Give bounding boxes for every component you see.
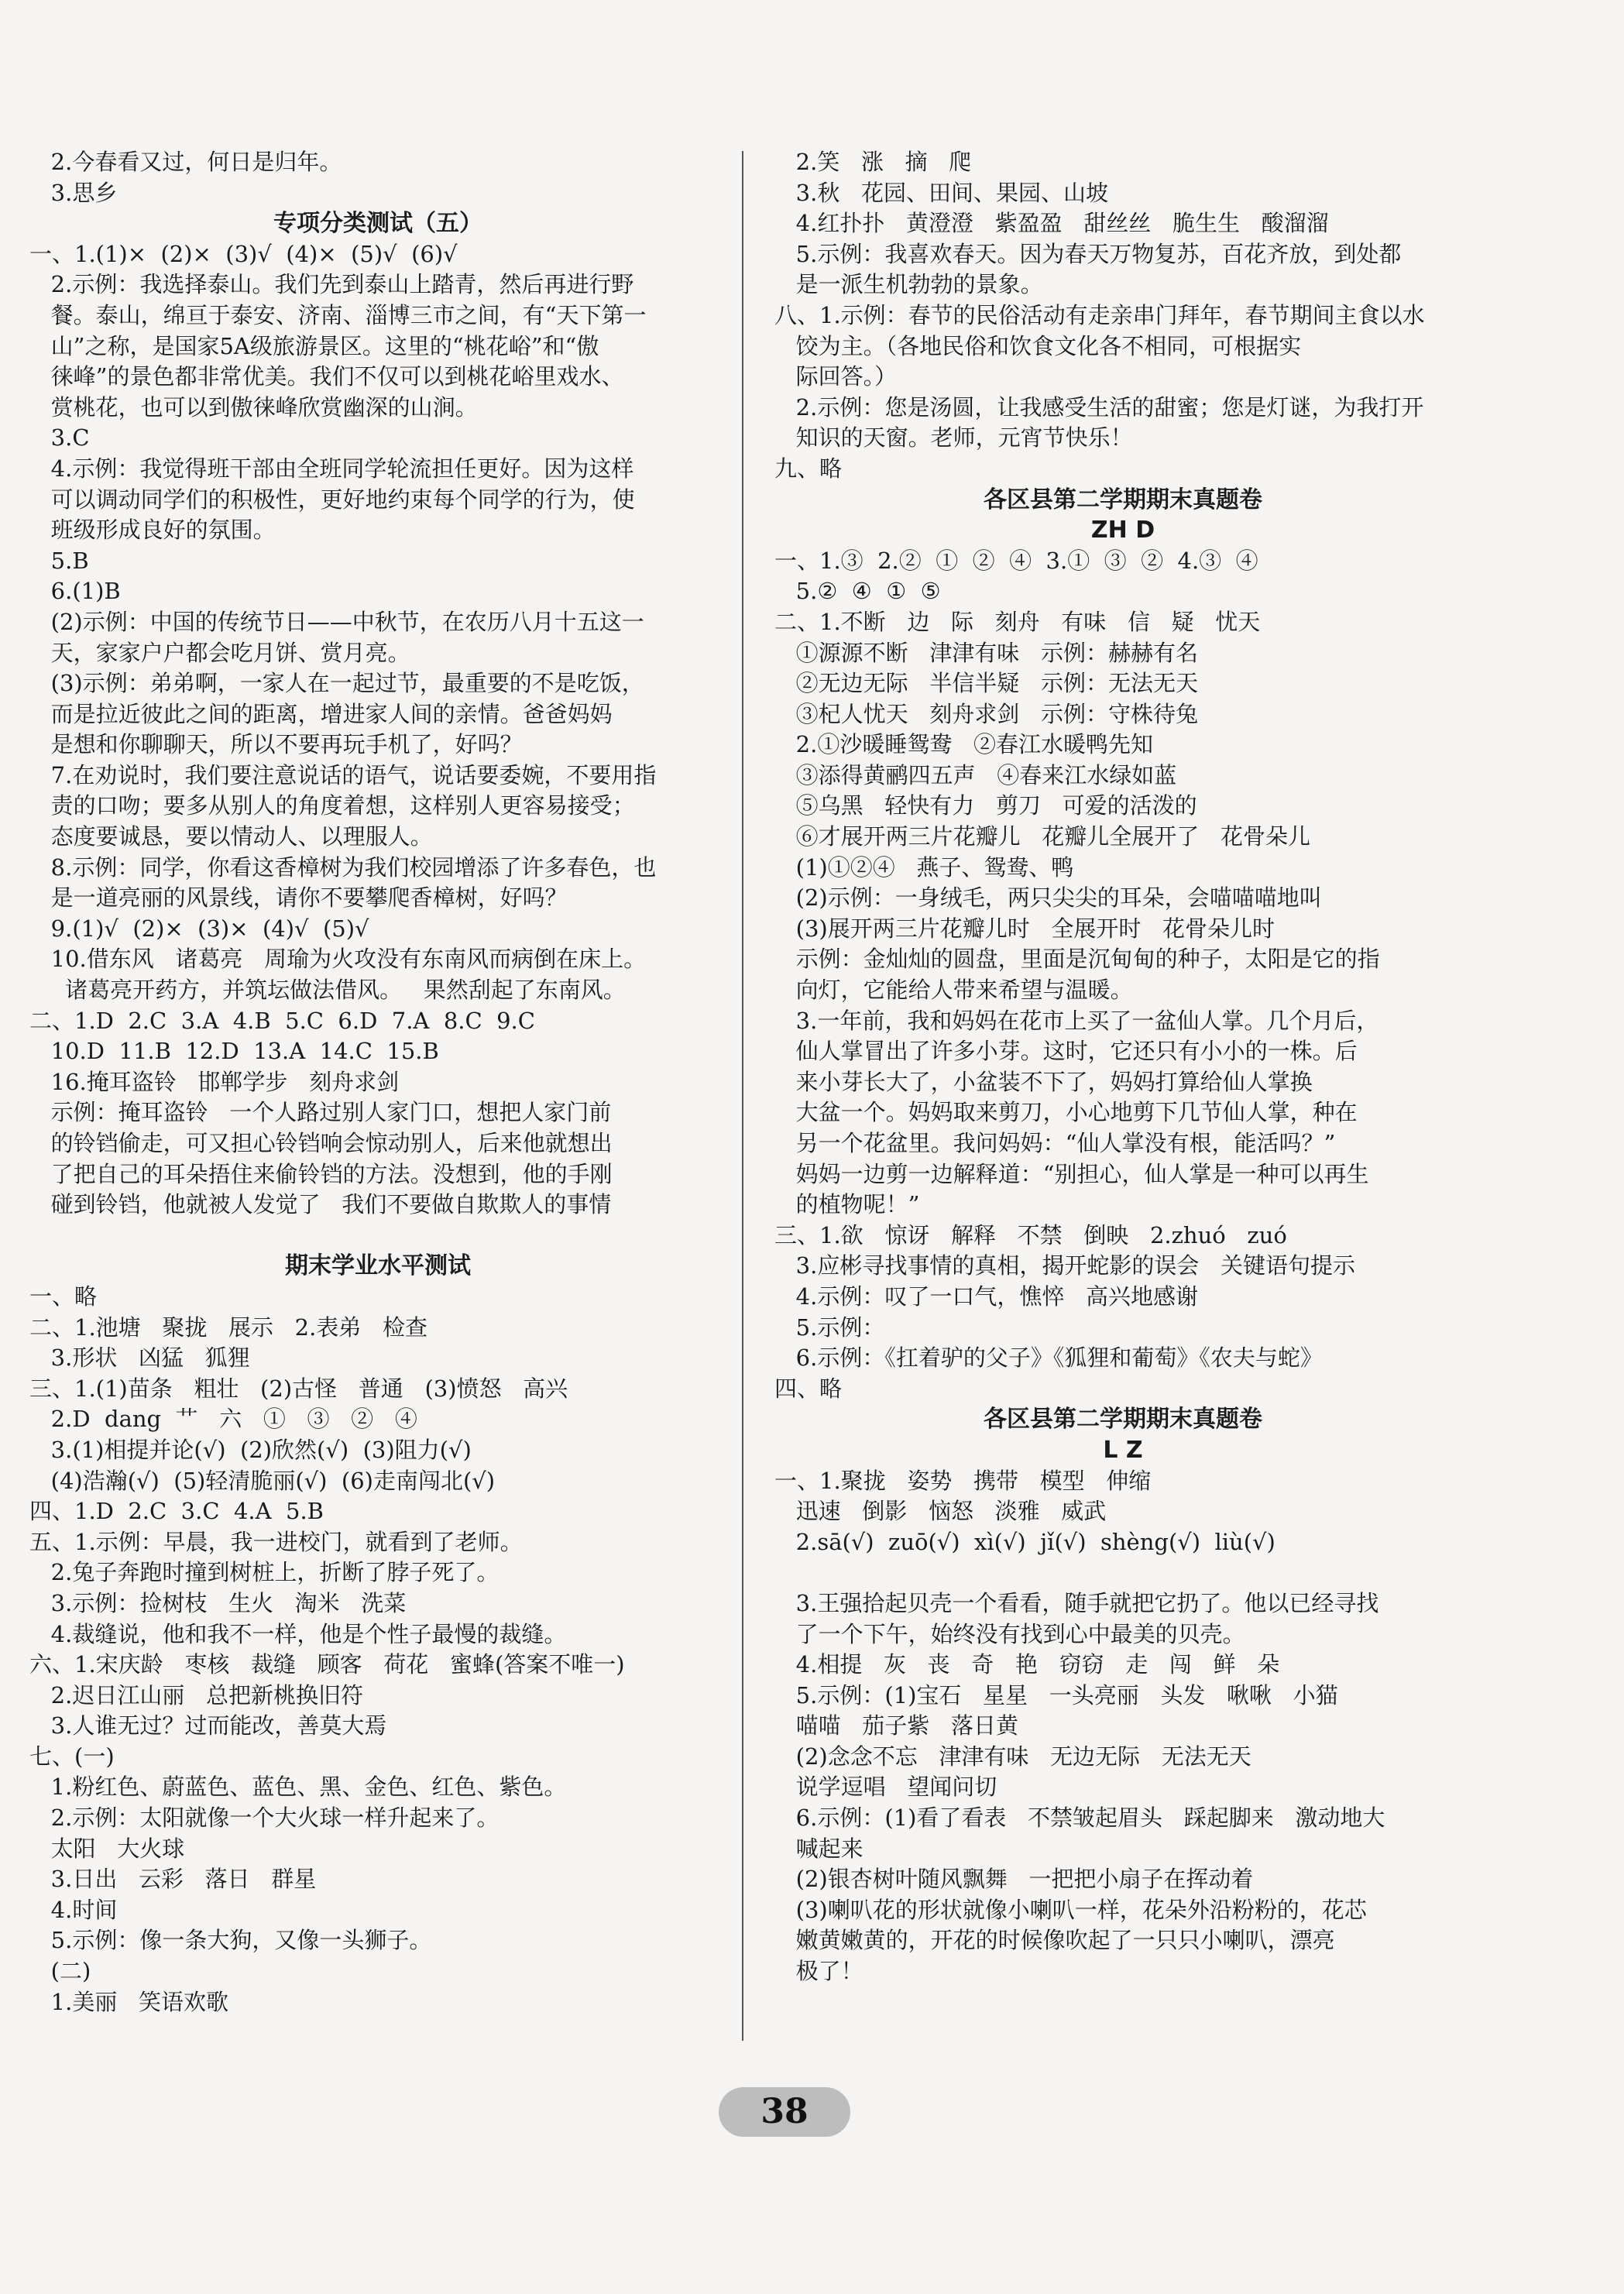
answer-line: 2.①沙暖睡鸳鸯 ②春江水暖鸭先知: [774, 731, 1153, 758]
answer-line: 妈妈一边剪一边解释道：“别担心，仙人掌是一种可以再生: [774, 1160, 1369, 1187]
answer-line: 九、略: [774, 455, 843, 482]
answer-line: 向灯，它能给人带来希望与温暖。: [774, 977, 1133, 1004]
answer-line: 徕峰”的景色都非常优美。我们不仅可以到桃花峪里戏水、: [29, 363, 624, 390]
answer-line: 10.借东风 诸葛亮 周瑜为火攻没有东南风而病倒在床上。: [29, 946, 647, 973]
answer-line: 4.裁缝说，他和我不一样，他是个性子最慢的裁缝。: [29, 1620, 567, 1647]
answer-line: 3.一年前，我和妈妈在花市上买了一盆仙人掌。几个月后，: [774, 1007, 1379, 1034]
answer-line: 二、1.D 2.C 3.A 4.B 5.C 6.D 7.A 8.C 9.C: [29, 1007, 535, 1034]
answer-line: 9.(1)√ (2)× (3)× (4)√ (5)√: [29, 915, 369, 942]
answer-line: (2)示例：中国的传统节日——中秋节，在农历八月十五这一: [29, 608, 644, 635]
answer-line: 三、1.欲 惊讶 解释 不禁 倒映 2.zhuó zuó: [774, 1221, 1287, 1248]
answer-line: 五、1.示例：早晨，我一进校门，就看到了老师。: [29, 1528, 523, 1555]
page-number: [719, 2087, 850, 2137]
answer-line: (3)喇叭花的形状就像小喇叭一样，花朵外沿粉粉的，花芯: [774, 1896, 1367, 1923]
answer-line: 一、1.(1)× (2)× (3)√ (4)× (5)√ (6)√: [29, 240, 458, 267]
answer-line: 另一个花盆里。我问妈妈：“仙人掌没有根，能活吗？”: [774, 1130, 1336, 1156]
answer-line: 3.C: [29, 424, 90, 452]
section-title: 各区县第二学期期末真题卷: [984, 486, 1262, 513]
answer-line: 2.sā(√) zuō(√) xì(√) jǐ(√) shèng(√) liù(√): [774, 1528, 1276, 1555]
answer-line: 3.王强拾起贝壳一个看看，随手就把它扔了。他以已经寻找: [774, 1589, 1379, 1616]
answer-line: 6.(1)B: [29, 578, 121, 605]
section-title: 专项分类测试（五）: [273, 210, 482, 238]
answer-line: 一、略: [29, 1283, 98, 1310]
answer-line: 二、1.不断 边 际 刻舟 有味 信 疑 忧天: [774, 608, 1261, 635]
answer-line: 餐。泰山，绵亘于泰安、济南、淄博三市之间，有“天下第一: [29, 301, 647, 328]
answer-line: 七、(一): [29, 1743, 115, 1770]
answer-line: 大盆一个。妈妈取来剪刀，小心地剪下几节仙人掌，种在: [774, 1099, 1358, 1126]
answer-line: 3.形状 凶猛 狐狸: [29, 1344, 250, 1372]
answer-line: 责的口吻；要多从别人的角度着想，这样别人更容易接受；: [29, 792, 635, 819]
answer-line: 饺为主。（各地民俗和饮食文化各不相同，可根据实: [774, 332, 1302, 359]
answer-line: 2.迟日江山丽 总把新桃换旧符: [29, 1681, 363, 1708]
answer-line: 迅速 倒影 恼怒 淡雅 威武: [774, 1498, 1107, 1525]
answer-line: [774, 1557, 1471, 1588]
answer-line: ⑥才展开两三片花瓣儿 花瓣儿全展开了 花骨朵儿: [774, 823, 1310, 850]
answer-line: 3.日出 云彩 落日 群星: [29, 1866, 317, 1893]
answer-line: 2.D dang 艹 六 ① ③ ② ④: [29, 1406, 417, 1433]
answer-line: 一、1.③ 2.② ① ② ④ 3.① ③ ② 4.③ ④: [774, 547, 1258, 574]
answer-line: 5.示例：像一条大狗，又像一头狮子。: [29, 1927, 432, 1954]
answer-line: 了一个下午，始终没有找到心中最美的贝壳。: [774, 1620, 1245, 1647]
answer-line: 2.示例：我选择泰山。我们先到泰山上踏青，然后再进行野: [29, 271, 634, 298]
answer-line: 二、1.池塘 聚拢 展示 2.表弟 检查: [29, 1314, 427, 1341]
answer-line: 4.示例：我觉得班干部由全班同学轮流担任更好。因为这样: [29, 455, 634, 482]
answer-line: (3)展开两三片花瓣儿时 全展开时 花骨朵儿时: [774, 915, 1276, 942]
answer-line: 是一派生机勃勃的景象。: [774, 271, 1043, 298]
answer-line: 来小芽长大了，小盆装不下了，妈妈打算给仙人掌换: [774, 1068, 1313, 1095]
answer-line: 赏桃花，也可以到傲徕峰欣赏幽深的山涧。: [29, 393, 478, 421]
section-title: ZH D: [1090, 517, 1155, 544]
answer-line: 四、略: [774, 1375, 843, 1402]
answer-line: 2.示例：太阳就像一个大火球一样升起来了。: [29, 1805, 500, 1832]
answer-line: 4.相提 灰 丧 奇 艳 窃窃 走 闯 鲜 朵: [774, 1651, 1280, 1678]
answer-line: 际回答。）: [774, 363, 898, 390]
answer-line: 3.人谁无过？过而能改，善莫大焉: [29, 1712, 387, 1739]
answer-line: 诸葛亮开药方，并筑坛做法借风。 果然刮起了东南风。: [29, 977, 626, 1004]
answer-line: 示例：掩耳盗铃 一个人路过别人家门口，想把人家门前: [29, 1099, 612, 1126]
answer-line: 太阳 大火球: [29, 1835, 185, 1862]
answer-line: 10.D 11.B 12.D 13.A 14.C 15.B: [29, 1038, 439, 1065]
answer-line: ⑤乌黑 轻快有力 剪刀 可爱的活泼的: [774, 792, 1197, 819]
answer-line: 5.示例：(1)宝石 星星 一头亮丽 头发 啾啾 小猫: [774, 1681, 1338, 1708]
answer-line: 碰到铃铛，他就被人发觉了 我们不要做自欺欺人的事情: [29, 1191, 612, 1218]
answer-line: [29, 1221, 726, 1252]
section-title: 各区县第二学期期末真题卷: [984, 1406, 1262, 1434]
answer-line: 天，家家户户都会吃月饼、赏月亮。: [29, 639, 410, 666]
answer-line: 4.示例：叹了一口气，憔悴 高兴地感谢: [774, 1283, 1198, 1310]
answer-line: (2)银杏树叶随风飘舞 一把把小扇子在挥动着: [774, 1866, 1254, 1893]
answer-line: 6.示例：《扛着驴的父子》《狐狸和葡萄》《农夫与蛇》: [774, 1344, 1323, 1372]
answer-line: ①源源不断 津津有味 示例：赫赫有名: [774, 639, 1198, 666]
answer-line: 知识的天窗。老师，元宵节快乐！: [774, 424, 1133, 452]
column-divider: [742, 151, 743, 2041]
answer-line: 4.红扑扑 黄澄澄 紫盈盈 甜丝丝 脆生生 酸溜溜: [774, 210, 1329, 237]
answer-line: 8.示例：同学，你看这香樟树为我们校园增添了许多春色，也: [29, 853, 657, 881]
answer-line: 3.(1)相提并论(√) (2)欣然(√) (3)阻力(√): [29, 1436, 472, 1463]
answer-line: 3.示例：捡树枝 生火 淘米 洗菜: [29, 1589, 407, 1616]
answer-line: 2.示例：您是汤圆，让我感受生活的甜蜜；您是灯谜，为我打开: [774, 393, 1424, 421]
answer-line: 了把自己的耳朵捂住来偷铃铛的方法。没想到，他的手刚: [29, 1160, 613, 1187]
answer-line: (1)①②④ 燕子、鸳鸯、鸭: [774, 853, 1074, 881]
answer-line: 6.示例：(1)看了看表 不禁皱起眉头 踩起脚来 激动地大: [774, 1805, 1385, 1832]
answer-line: 5.示例：: [774, 1314, 885, 1341]
answer-line: 极了！: [774, 1958, 864, 1985]
answer-line: 16.掩耳盗铃 邯郸学步 刻舟求剑: [29, 1068, 400, 1095]
answer-line: 3.思乡: [29, 179, 118, 206]
answer-line: 1.美丽 笑语欢歌: [29, 1988, 228, 2015]
answer-line: 示例：金灿灿的圆盘，里面是沉甸甸的种子，太阳是它的指: [774, 946, 1380, 973]
answer-line: 班级形成良好的氛围。: [29, 517, 276, 544]
answer-line: (4)浩瀚(√) (5)轻清脆丽(√) (6)走南闯北(√): [29, 1467, 496, 1494]
answer-line: 2.笑 涨 摘 爬: [774, 149, 972, 175]
left-column: [29, 147, 726, 2018]
answer-line: 7.在劝说时，我们要注意说话的语气，说话要委婉，不要用指: [29, 761, 657, 788]
answer-line: 2.兔子奔跑时撞到树桩上，折断了脖子死了。: [29, 1559, 500, 1586]
answer-line: 5.B: [29, 547, 89, 574]
answer-line: ③添得黄鹂四五声 ④春来江水绿如蓝: [774, 761, 1177, 788]
answer-line: 的植物呢！”: [774, 1191, 920, 1218]
answer-line: 4.时间: [29, 1896, 118, 1923]
answer-line: 2.今春看又过，何日是归年。: [29, 149, 342, 175]
answer-line: ②无边无际 半信半疑 示例：无法无天: [774, 670, 1198, 697]
answer-line: 5.示例：我喜欢春天。因为春天万物复苏，百花齐放，到处都: [774, 240, 1402, 267]
answer-line: (2)示例：一身绒毛，两只尖尖的耳朵，会喵喵喵地叫: [774, 884, 1322, 912]
answer-line: 5.② ④ ① ⑤: [774, 578, 941, 605]
answer-line: 态度要诚恳，要以情动人、以理服人。: [29, 823, 433, 850]
answer-line: 的铃铛偷走，可又担心铃铛响会惊动别人，后来他就想出: [29, 1130, 613, 1156]
answer-line: 山”之称，是国家5A级旅游景区。这里的“桃花峪”和“傲: [29, 332, 599, 359]
answer-line: 1.粉红色、蔚蓝色、蓝色、黑、金色、红色、紫色。: [29, 1774, 567, 1801]
answer-line: (2)念念不忘 津津有味 无边无际 无法无天: [774, 1743, 1251, 1770]
answer-line: 喵喵 茄子紫 落日黄: [774, 1712, 1018, 1739]
answer-line: 一、1.聚拢 姿势 携带 模型 伸缩: [774, 1467, 1152, 1494]
answer-line: 嫩黄嫩黄的，开花的时候像吹起了一只只小喇叭，漂亮: [774, 1927, 1335, 1954]
answer-line: 3.应彬寻找事情的真相，揭开蛇影的误会 关键语句提示: [774, 1252, 1355, 1279]
answer-line: 3.秋 花园、田间、果园、山坡: [774, 179, 1108, 206]
answer-line: 四、1.D 2.C 3.C 4.A 5.B: [29, 1498, 324, 1525]
right-column: [774, 147, 1471, 1987]
answer-line: 八、1.示例：春节的民俗活动有走亲串门拜年，春节期间主食以水: [774, 301, 1425, 328]
answer-line: 可以调动同学们的积极性，更好地约束每个同学的行为，使: [29, 486, 635, 513]
answer-line: 是一道亮丽的风景线，请你不要攀爬香樟树，好吗？: [29, 884, 568, 912]
page-number-text: 38: [760, 2092, 809, 2131]
answer-line: 仙人掌冒出了许多小芽。这时，它还只有小小的一株。后: [774, 1038, 1358, 1065]
answer-line: 说学逗唱 望闻问切: [774, 1774, 997, 1801]
answer-line: 三、1.(1)苗条 粗壮 (2)古怪 普通 (3)愤怒 高兴: [29, 1375, 568, 1402]
answer-line: 喊起来: [774, 1835, 864, 1862]
answer-line: 是想和你聊聊天，所以不要再玩手机了，好吗？: [29, 731, 523, 758]
section-title: L Z: [1103, 1436, 1143, 1464]
answer-line: 而是拉近彼此之间的距离，增进家人间的亲情。爸爸妈妈: [29, 700, 613, 727]
section-title: 期末学业水平测试: [285, 1252, 471, 1280]
answer-line: (3)示例：弟弟啊，一家人在一起过节，最重要的不是吃饭，: [29, 670, 644, 697]
answer-line: 六、1.宋庆龄 枣核 裁缝 顾客 荷花 蜜蜂(答案不唯一): [29, 1651, 625, 1678]
answer-line: ③杞人忧天 刻舟求剑 示例：守株待兔: [774, 700, 1198, 727]
answer-line: (二): [29, 1958, 91, 1985]
